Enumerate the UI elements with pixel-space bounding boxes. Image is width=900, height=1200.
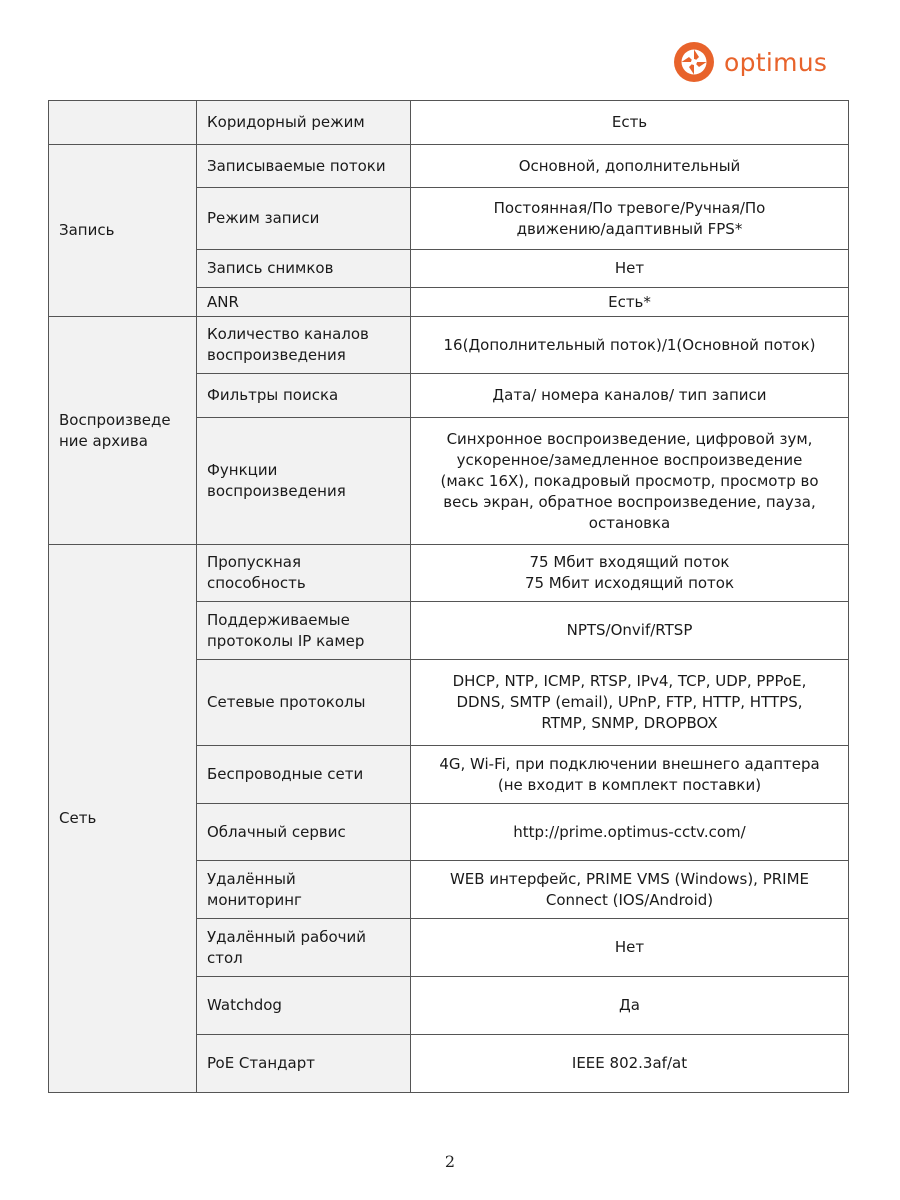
param-cell: Watchdog bbox=[197, 977, 411, 1035]
value-cell: 75 Мбит входящий поток 75 Мбит исходящий поток bbox=[411, 545, 849, 602]
page-number: 2 bbox=[444, 1152, 456, 1171]
param-cell: Беспроводные сети bbox=[197, 746, 411, 804]
value-cell: Есть* bbox=[411, 288, 849, 317]
category-cell-empty bbox=[49, 101, 197, 145]
param-cell: Пропускная способность bbox=[197, 545, 411, 602]
param-cell: Сетевые протоколы bbox=[197, 660, 411, 746]
category-cell-network: Сеть bbox=[49, 545, 197, 1093]
category-cell-recording: Запись bbox=[49, 145, 197, 317]
brand-name: optimus bbox=[724, 47, 828, 77]
value-cell: IEEE 802.3af/at bbox=[411, 1035, 849, 1093]
value-cell: Основной, дополнительный bbox=[411, 145, 849, 188]
param-cell: Фильтры поиска bbox=[197, 374, 411, 418]
param-cell: Режим записи bbox=[197, 188, 411, 250]
param-cell: Запись снимков bbox=[197, 250, 411, 288]
brand-logo bbox=[672, 40, 827, 84]
value-cell: Постоянная/По тревоге/Ручная/По движению/адаптивный FPS* bbox=[411, 188, 849, 250]
param-cell: PoE Стандарт bbox=[197, 1035, 411, 1093]
param-cell: ANR bbox=[197, 288, 411, 317]
param-cell: Коридорный режим bbox=[197, 101, 411, 145]
optimus-aperture-logo-icon bbox=[672, 40, 716, 84]
value-cell: WEB интерфейс, PRIME VMS (Windows), PRIME Connect (IOS/Android) bbox=[411, 861, 849, 919]
spec-table bbox=[48, 100, 849, 1093]
table-row bbox=[49, 317, 849, 374]
param-cell: Поддерживаемые протоколы IP камер bbox=[197, 602, 411, 660]
param-cell: Удалённый мониторинг bbox=[197, 861, 411, 919]
value-cell: DHCP, NTP, ICMP, RTSP, IPv4, TCP, UDP, PPPoE, DDNS, SMTP (email), UPnP, FTP, HTTP, HTTPS, RTMP, SNMP, DROPBOX bbox=[411, 660, 849, 746]
table-row bbox=[49, 101, 849, 145]
param-cell: Количество каналов воспроизведения bbox=[197, 317, 411, 374]
value-cell: 4G, Wi-Fi, при подключении внешнего адаптера (не входит в комплект поставки) bbox=[411, 746, 849, 804]
cloud-service-url: http://prime.optimus-cctv.com/ bbox=[411, 804, 849, 861]
value-cell: Дата/ номера каналов/ тип записи bbox=[411, 374, 849, 418]
value-cell: Нет bbox=[411, 250, 849, 288]
param-cell: Удалённый рабочий стол bbox=[197, 919, 411, 977]
value-cell: Синхронное воспроизведение, цифровой зум, ускоренное/замедленное воспроизведение (макс 16X), покадровый просмотр, просмотр во весь экран, обратное воспроизведение, пауза, остановка bbox=[411, 418, 849, 545]
param-cell: Записываемые потоки bbox=[197, 145, 411, 188]
value-cell: Да bbox=[411, 977, 849, 1035]
category-cell-playback: Воспроизведе ние архива bbox=[49, 317, 197, 545]
table-row bbox=[49, 545, 849, 602]
value-cell: 16(Дополнительный поток)/1(Основной поток) bbox=[411, 317, 849, 374]
value-cell: NPTS/Onvif/RTSP bbox=[411, 602, 849, 660]
value-cell: Есть bbox=[411, 101, 849, 145]
param-cell: Функции воспроизведения bbox=[197, 418, 411, 545]
param-cell: Облачный сервис bbox=[197, 804, 411, 861]
table-row bbox=[49, 145, 849, 188]
value-cell: Нет bbox=[411, 919, 849, 977]
